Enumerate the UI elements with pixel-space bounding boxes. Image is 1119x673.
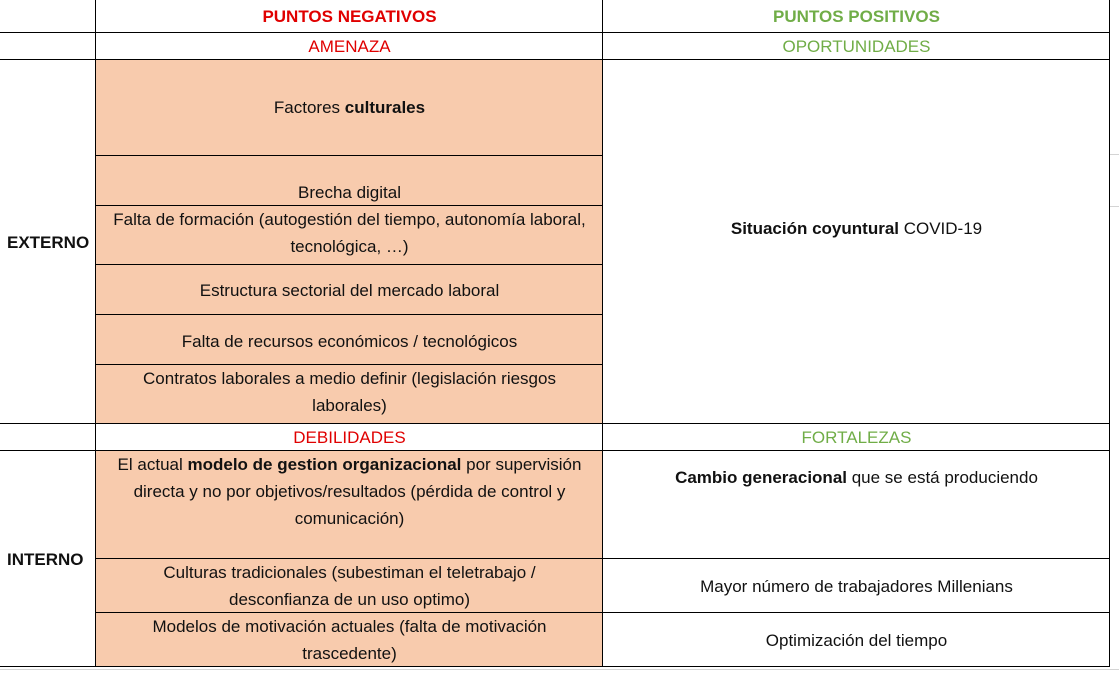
border-line <box>0 666 1110 667</box>
threat-cell-5[interactable] <box>96 315 603 365</box>
header-positive[interactable]: PUNTOS POSITIVOS <box>773 7 940 26</box>
header-negative[interactable]: PUNTOS NEGATIVOS <box>262 7 437 26</box>
threat-cell-1[interactable] <box>96 60 603 156</box>
opportunity-cell-1[interactable] <box>603 60 1110 424</box>
threat-6-text: Contratos laborales a medio definir (legislación riesgos laborales) <box>143 369 556 415</box>
gridline <box>0 669 1119 670</box>
threat-cell-6[interactable] <box>96 365 603 424</box>
weakness-2-text: Culturas tradicionales (subestiman el teletrabajo / desconfianza de un uso optimo) <box>163 563 536 609</box>
weakness-cell-2[interactable] <box>96 559 603 613</box>
gridline <box>1110 206 1119 207</box>
border-line <box>0 32 1110 33</box>
border-line <box>95 0 96 667</box>
border-line <box>96 314 603 315</box>
threat-cell-3[interactable] <box>96 206 603 265</box>
border-line <box>1109 0 1110 667</box>
opportunity-1-text: Situación coyuntural COVID-19 <box>730 218 983 238</box>
subheader-threats[interactable]: AMENAZA <box>308 37 391 56</box>
strength-1-text: Cambio generacional que se está produciendo <box>675 468 1038 487</box>
subheader-opportunities[interactable]: OPORTUNIDADES <box>782 37 931 56</box>
border-line <box>96 612 1110 613</box>
threat-5-text: Falta de recursos económicos / tecnológicos <box>181 331 518 351</box>
threat-4-text: Estructura sectorial del mercado laboral <box>199 280 500 300</box>
border-line <box>96 558 1110 559</box>
threat-cell-4[interactable] <box>96 265 603 315</box>
strength-2-text: Mayor número de trabajadores Millenians <box>700 576 1013 596</box>
border-line <box>0 450 1110 451</box>
border-line <box>96 264 603 265</box>
subheader-strengths[interactable]: FORTALEZAS <box>801 428 912 447</box>
strength-3-text: Optimización del tiempo <box>765 630 948 650</box>
weakness-1-text: El actual modelo de gestion organizacional por supervisión directa y no por objetivos/resultados (pérdida de control y comunicación) <box>117 455 582 528</box>
weakness-cell-1[interactable] <box>96 451 603 559</box>
border-line <box>96 205 603 206</box>
strength-cell-3[interactable] <box>603 613 1110 667</box>
threat-cell-2[interactable] <box>96 156 603 206</box>
border-line <box>0 423 1110 424</box>
border-line <box>602 0 603 667</box>
threat-1-text: Factores culturales <box>273 97 426 117</box>
threat-3-text: Falta de formación (autogestión del tiempo, autonomía laboral, tecnológica, …) <box>113 210 586 256</box>
border-line <box>0 59 1110 60</box>
border-line <box>96 364 603 365</box>
strength-cell-1[interactable] <box>603 451 1110 559</box>
threat-2-text: Brecha digital <box>297 182 401 202</box>
subheader-weaknesses[interactable]: DEBILIDADES <box>293 428 406 447</box>
border-line <box>96 155 603 156</box>
gridline <box>1110 154 1119 155</box>
weakness-3-text: Modelos de motivación actuales (falta de motivación trascedente) <box>152 617 547 663</box>
weakness-cell-3[interactable] <box>96 613 603 667</box>
side-label-external[interactable]: EXTERNO <box>7 232 90 252</box>
strength-cell-2[interactable] <box>603 559 1110 613</box>
side-label-internal[interactable]: INTERNO <box>7 549 84 569</box>
